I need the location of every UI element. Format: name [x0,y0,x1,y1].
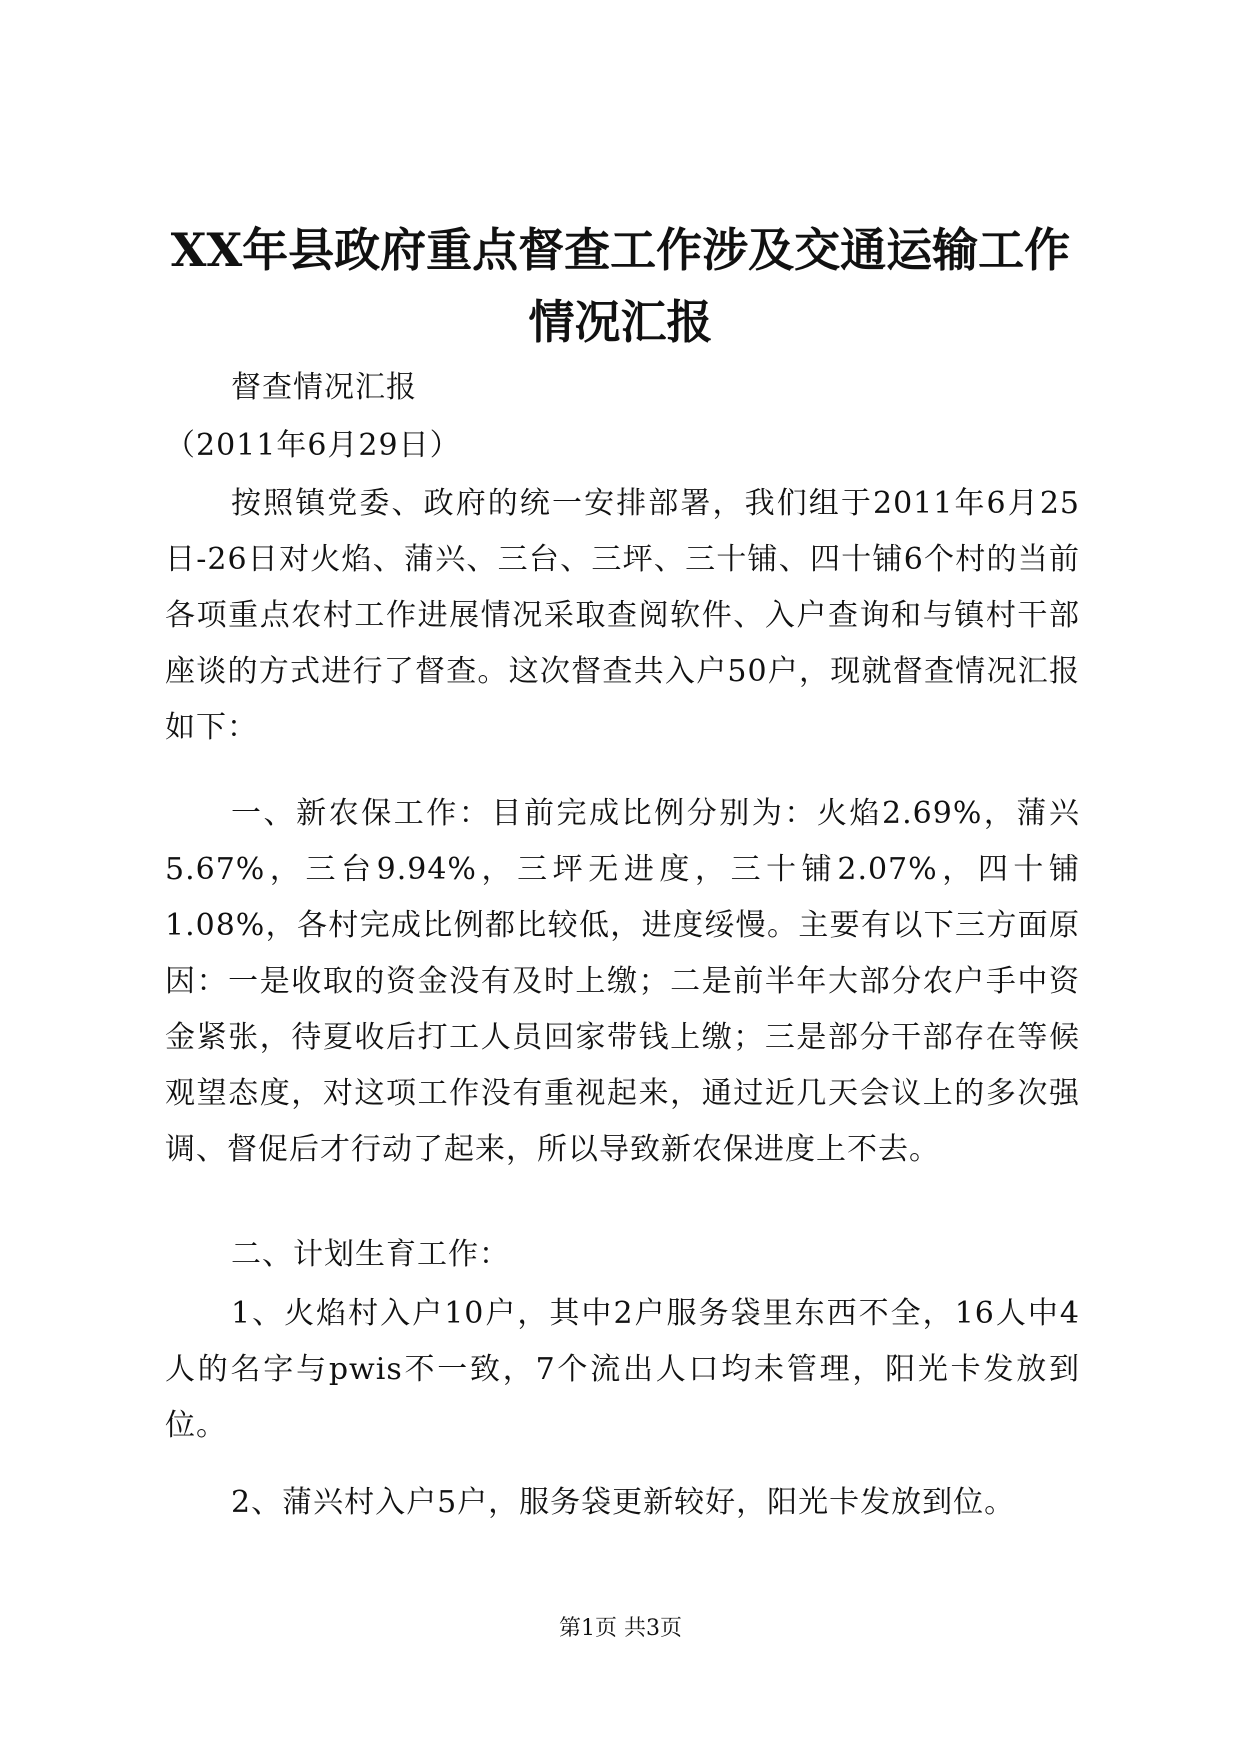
report-date: （2011年6月29日） [165,428,461,463]
family-planning-heading: 二、计划生育工作： [231,1237,510,1272]
report-heading: 督查情况汇报 [231,370,417,405]
pension-work-paragraph: 一、新农保工作：目前完成比例分别为：火焰2.69%，蒲兴5.67%，三台9.94%，三坪无进度，三十铺2.07%，四十铺1.08%，各村完成比例都比较低，进度绥慢。主要有以下三方面原因：一是收取的资金没有及时上缴；二是前半年大部分农户手中资金紧张，待夏收后打工人员回家带钱上缴；三是部分干部存在等候观望态度，对这项工作没有重视起来，通过近几天会议上的多次强调、督促后才行动了起来，所以导致新农保进度上不去。 [165,796,1080,1167]
huoyan-village-paragraph: 1、火焰村入户10户，其中2户服务袋里东西不全，16人中4人的名字与pwis不一致，7个流出人口均未管理，阳光卡发放到位。 [165,1296,1080,1443]
page-number-footer: 第1页 共3页 [559,1616,682,1641]
puxing-village-paragraph: 2、蒲兴村入户5户，服务袋更新较好，阳光卡发放到位。 [231,1485,1016,1520]
document-title-line-1: XX年县政府重点督查工作涉及交通运输工作 [170,223,1071,277]
document-title-line-2: 情况汇报 [528,295,713,349]
intro-paragraph: 按照镇党委、政府的统一安排部署，我们组于2011年6月25日-26日对火焰、蒲兴、三台、三坪、三十铺、四十铺6个村的当前各项重点农村工作进展情况采取查阅软件、入户查询和与镇村干部座谈的方式进行了督查。这次督查共入户50户，现就督查情况汇报如下： [165,486,1080,745]
